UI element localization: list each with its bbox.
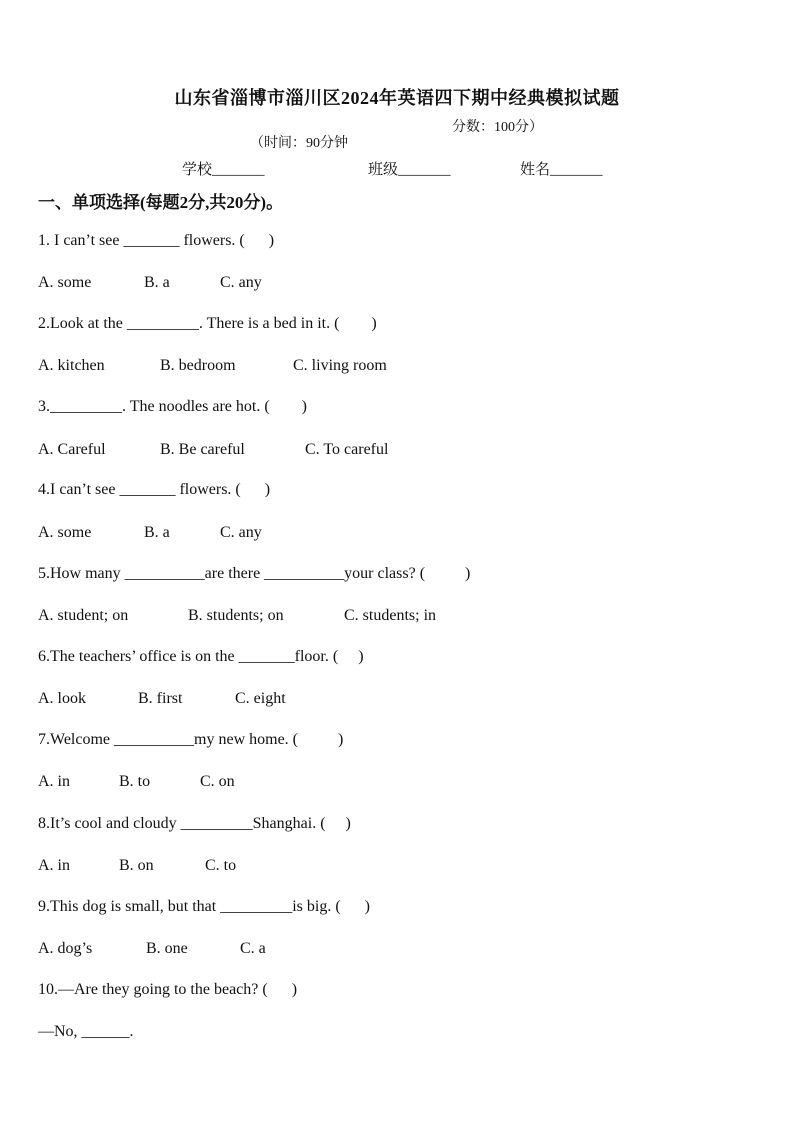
option-a: A. dog’s [38,940,93,957]
option-a: A. look [38,690,86,707]
question-3: 3._________. The noodles are hot. ( ) [38,398,307,415]
option-a: A. student; on [38,607,129,624]
option-a: A. some [38,524,92,541]
option-a: A. Careful [38,441,106,458]
option-c: C. any [220,274,262,291]
option-c: C. a [240,940,266,957]
option-b: B. one [146,940,188,957]
option-a: A. in [38,773,70,790]
question-10: 10.—Are they going to the beach? ( ) [38,981,298,998]
answer-line: —No, ______. [38,1023,134,1040]
option-c: C. To careful [305,441,389,458]
class-field[interactable]: 班级_______ [368,162,451,178]
question-6: 6.The teachers’ office is on the _______floor. ( ) [38,648,364,665]
option-a: A. in [38,857,70,874]
option-b: B. to [119,773,151,790]
option-a: A. kitchen [38,357,105,374]
option-a: A. some [38,274,92,291]
option-c: C. to [205,857,237,874]
option-c: C. eight [235,690,286,707]
option-b: B. a [144,274,170,291]
option-b: B. bedroom [160,357,236,374]
option-b: B. a [144,524,170,541]
question-4: 4.I can’t see _______ flowers. ( ) [38,481,271,498]
option-c: C. students; in [344,607,437,624]
question-5: 5.How many __________are there __________your class? ( ) [38,565,471,582]
option-c: C. any [220,524,262,541]
option-c: C. on [200,773,235,790]
exam-time: （时间：90分钟 [250,136,348,151]
section-heading: 一、单项选择(每题2分,共20分)。 [38,193,284,212]
option-b: B. students; on [188,607,284,624]
school-field[interactable]: 学校_______ [182,162,265,178]
option-c: C. living room [293,357,387,374]
question-2: 2.Look at the _________. There is a bed in it. ( ) [38,315,377,332]
page-title: 山东省淄博市淄川区2024年英语四下期中经典模拟试题 [174,88,620,108]
question-8: 8.It’s cool and cloudy _________Shanghai. ( ) [38,815,351,832]
question-1: 1. I can’t see _______ flowers. ( ) [38,232,275,249]
name-field[interactable]: 姓名_______ [520,162,603,178]
option-b: B. on [119,857,154,874]
question-9: 9.This dog is small, but that _________is big. ( ) [38,898,370,915]
exam-score: 分数：100分） [452,120,543,135]
option-b: B. first [138,690,183,707]
question-7: 7.Welcome __________my new home. ( ) [38,731,344,748]
option-b: B. Be careful [160,441,245,458]
